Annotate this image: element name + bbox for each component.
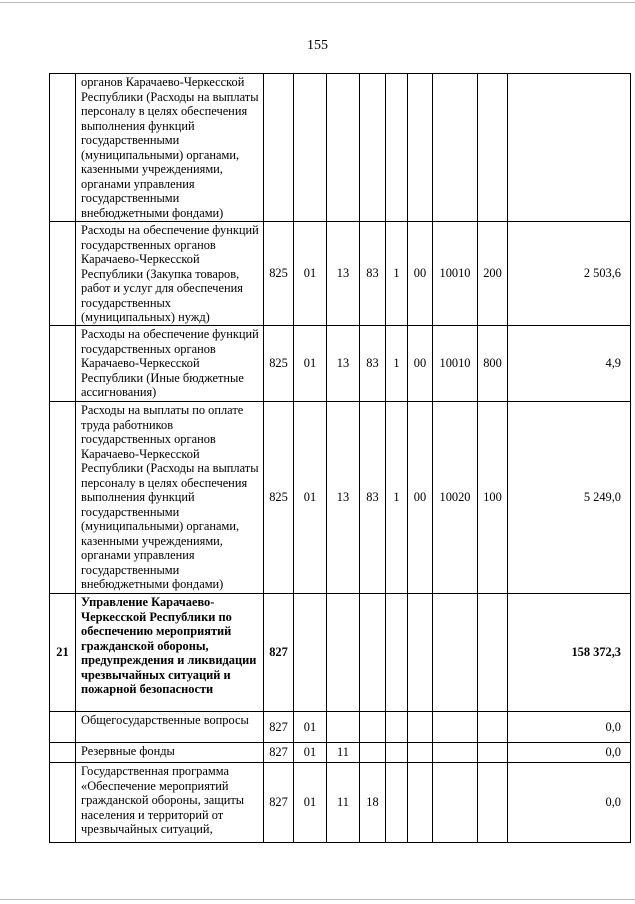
cell-vr: 100 <box>478 402 508 594</box>
cell-ved: 825 <box>264 402 294 594</box>
row-name: Общегосударственные вопросы <box>76 712 264 743</box>
cell-vr: 800 <box>478 326 508 402</box>
cell-sum <box>508 74 631 222</box>
cell-csr-2 <box>386 74 408 222</box>
cell-csr-4 <box>433 712 478 743</box>
cell-csr-1 <box>360 594 386 712</box>
cell-ved: 825 <box>264 222 294 326</box>
cell-ved: 827 <box>264 594 294 712</box>
cell-csr-3 <box>408 74 433 222</box>
cell-csr-1 <box>360 74 386 222</box>
cell-csr-2 <box>386 743 408 763</box>
cell-ved <box>264 74 294 222</box>
cell-csr-1: 83 <box>360 222 386 326</box>
row-number <box>50 222 76 326</box>
cell-csr-2 <box>386 712 408 743</box>
row-number <box>50 74 76 222</box>
cell-pr: 11 <box>327 763 360 843</box>
row-name: органов Карачаево-Черкесской Республики (Расходы на выплаты персоналу в целях обеспечения выполнения функций государственными (муниципальными) органами, казенными учреждениями, органами управления государственными внебюджетными фондами) <box>76 74 264 222</box>
cell-csr-2 <box>386 763 408 843</box>
cell-csr-2 <box>386 594 408 712</box>
page-number: 155 <box>307 38 328 53</box>
table-row <box>50 763 631 843</box>
cell-csr-3: 00 <box>408 222 433 326</box>
row-name: Расходы на обеспечение функций государственных органов Карачаево-Черкесской Республики (Закупка товаров, работ и услуг для обеспечения государственных (муниципальных) нужд) <box>76 222 264 326</box>
cell-vr: 200 <box>478 222 508 326</box>
table-row <box>50 326 631 402</box>
cell-vr <box>478 743 508 763</box>
cell-csr-1 <box>360 743 386 763</box>
cell-ved: 827 <box>264 743 294 763</box>
cell-sum: 0,0 <box>508 743 631 763</box>
cell-csr-2: 1 <box>386 222 408 326</box>
cell-sum: 4,9 <box>508 326 631 402</box>
cell-sum: 0,0 <box>508 712 631 743</box>
row-name: Расходы на выплаты по оплате труда работников государственных органов Карачаево-Черкесской Республики (Расходы на выплаты персоналу в целях обеспечения выполнения функций государственными (муниципальными) органами, казенными учреждениями, органами управления государственными внебюджетными фондами) <box>76 402 264 594</box>
row-name: Управление Карачаево-Черкесской Республики по обеспечению мероприятий гражданской обороны, предупреждения и ликвидации чрезвычайных ситуаций и пожарной безопасности <box>76 594 264 712</box>
cell-ved: 827 <box>264 712 294 743</box>
cell-pr: 13 <box>327 402 360 594</box>
cell-pr <box>327 712 360 743</box>
cell-csr-1: 83 <box>360 326 386 402</box>
cell-pr: 11 <box>327 743 360 763</box>
cell-csr-1 <box>360 712 386 743</box>
cell-ved: 825 <box>264 326 294 402</box>
cell-csr-2: 1 <box>386 402 408 594</box>
cell-vr <box>478 74 508 222</box>
table-row <box>50 74 631 222</box>
cell-rz: 01 <box>294 222 327 326</box>
cell-csr-4 <box>433 74 478 222</box>
cell-vr <box>478 712 508 743</box>
row-name: Резервные фонды <box>76 743 264 763</box>
cell-csr-4: 10010 <box>433 326 478 402</box>
cell-csr-1: 83 <box>360 402 386 594</box>
row-number <box>50 402 76 594</box>
cell-rz: 01 <box>294 763 327 843</box>
cell-rz: 01 <box>294 326 327 402</box>
cell-csr-4 <box>433 594 478 712</box>
cell-csr-4 <box>433 763 478 843</box>
table-row <box>50 222 631 326</box>
cell-rz <box>294 594 327 712</box>
cell-sum: 158 372,3 <box>508 594 631 712</box>
bottom-scan-edge <box>0 899 635 900</box>
cell-csr-1: 18 <box>360 763 386 843</box>
cell-vr <box>478 594 508 712</box>
cell-rz: 01 <box>294 402 327 594</box>
row-number <box>50 326 76 402</box>
row-name: Расходы на обеспечение функций государственных органов Карачаево-Черкесской Республики (Иные бюджетные ассигнования) <box>76 326 264 402</box>
cell-csr-3 <box>408 763 433 843</box>
cell-csr-4 <box>433 743 478 763</box>
row-number <box>50 712 76 743</box>
cell-csr-3: 00 <box>408 402 433 594</box>
cell-rz <box>294 74 327 222</box>
cell-rz: 01 <box>294 743 327 763</box>
cell-rz: 01 <box>294 712 327 743</box>
cell-csr-3 <box>408 712 433 743</box>
row-number <box>50 763 76 843</box>
cell-csr-4: 10020 <box>433 402 478 594</box>
cell-csr-4: 10010 <box>433 222 478 326</box>
cell-pr <box>327 74 360 222</box>
table-row <box>50 402 631 594</box>
row-name: Государственная программа «Обеспечение мероприятий гражданской обороны, защиты населения и территорий от чрезвычайных ситуаций, <box>76 763 264 843</box>
cell-sum: 5 249,0 <box>508 402 631 594</box>
table-row <box>50 594 631 712</box>
cell-pr: 13 <box>327 326 360 402</box>
cell-csr-3: 00 <box>408 326 433 402</box>
cell-vr <box>478 763 508 843</box>
table-row <box>50 743 631 763</box>
cell-ved: 827 <box>264 763 294 843</box>
cell-pr: 13 <box>327 222 360 326</box>
cell-sum: 2 503,6 <box>508 222 631 326</box>
table-row <box>50 712 631 743</box>
cell-csr-3 <box>408 594 433 712</box>
cell-csr-3 <box>408 743 433 763</box>
cell-sum: 0,0 <box>508 763 631 843</box>
budget-table <box>49 73 631 843</box>
cell-csr-2: 1 <box>386 326 408 402</box>
top-scan-edge <box>0 2 635 3</box>
cell-pr <box>327 594 360 712</box>
row-number: 21 <box>50 594 76 712</box>
row-number <box>50 743 76 763</box>
